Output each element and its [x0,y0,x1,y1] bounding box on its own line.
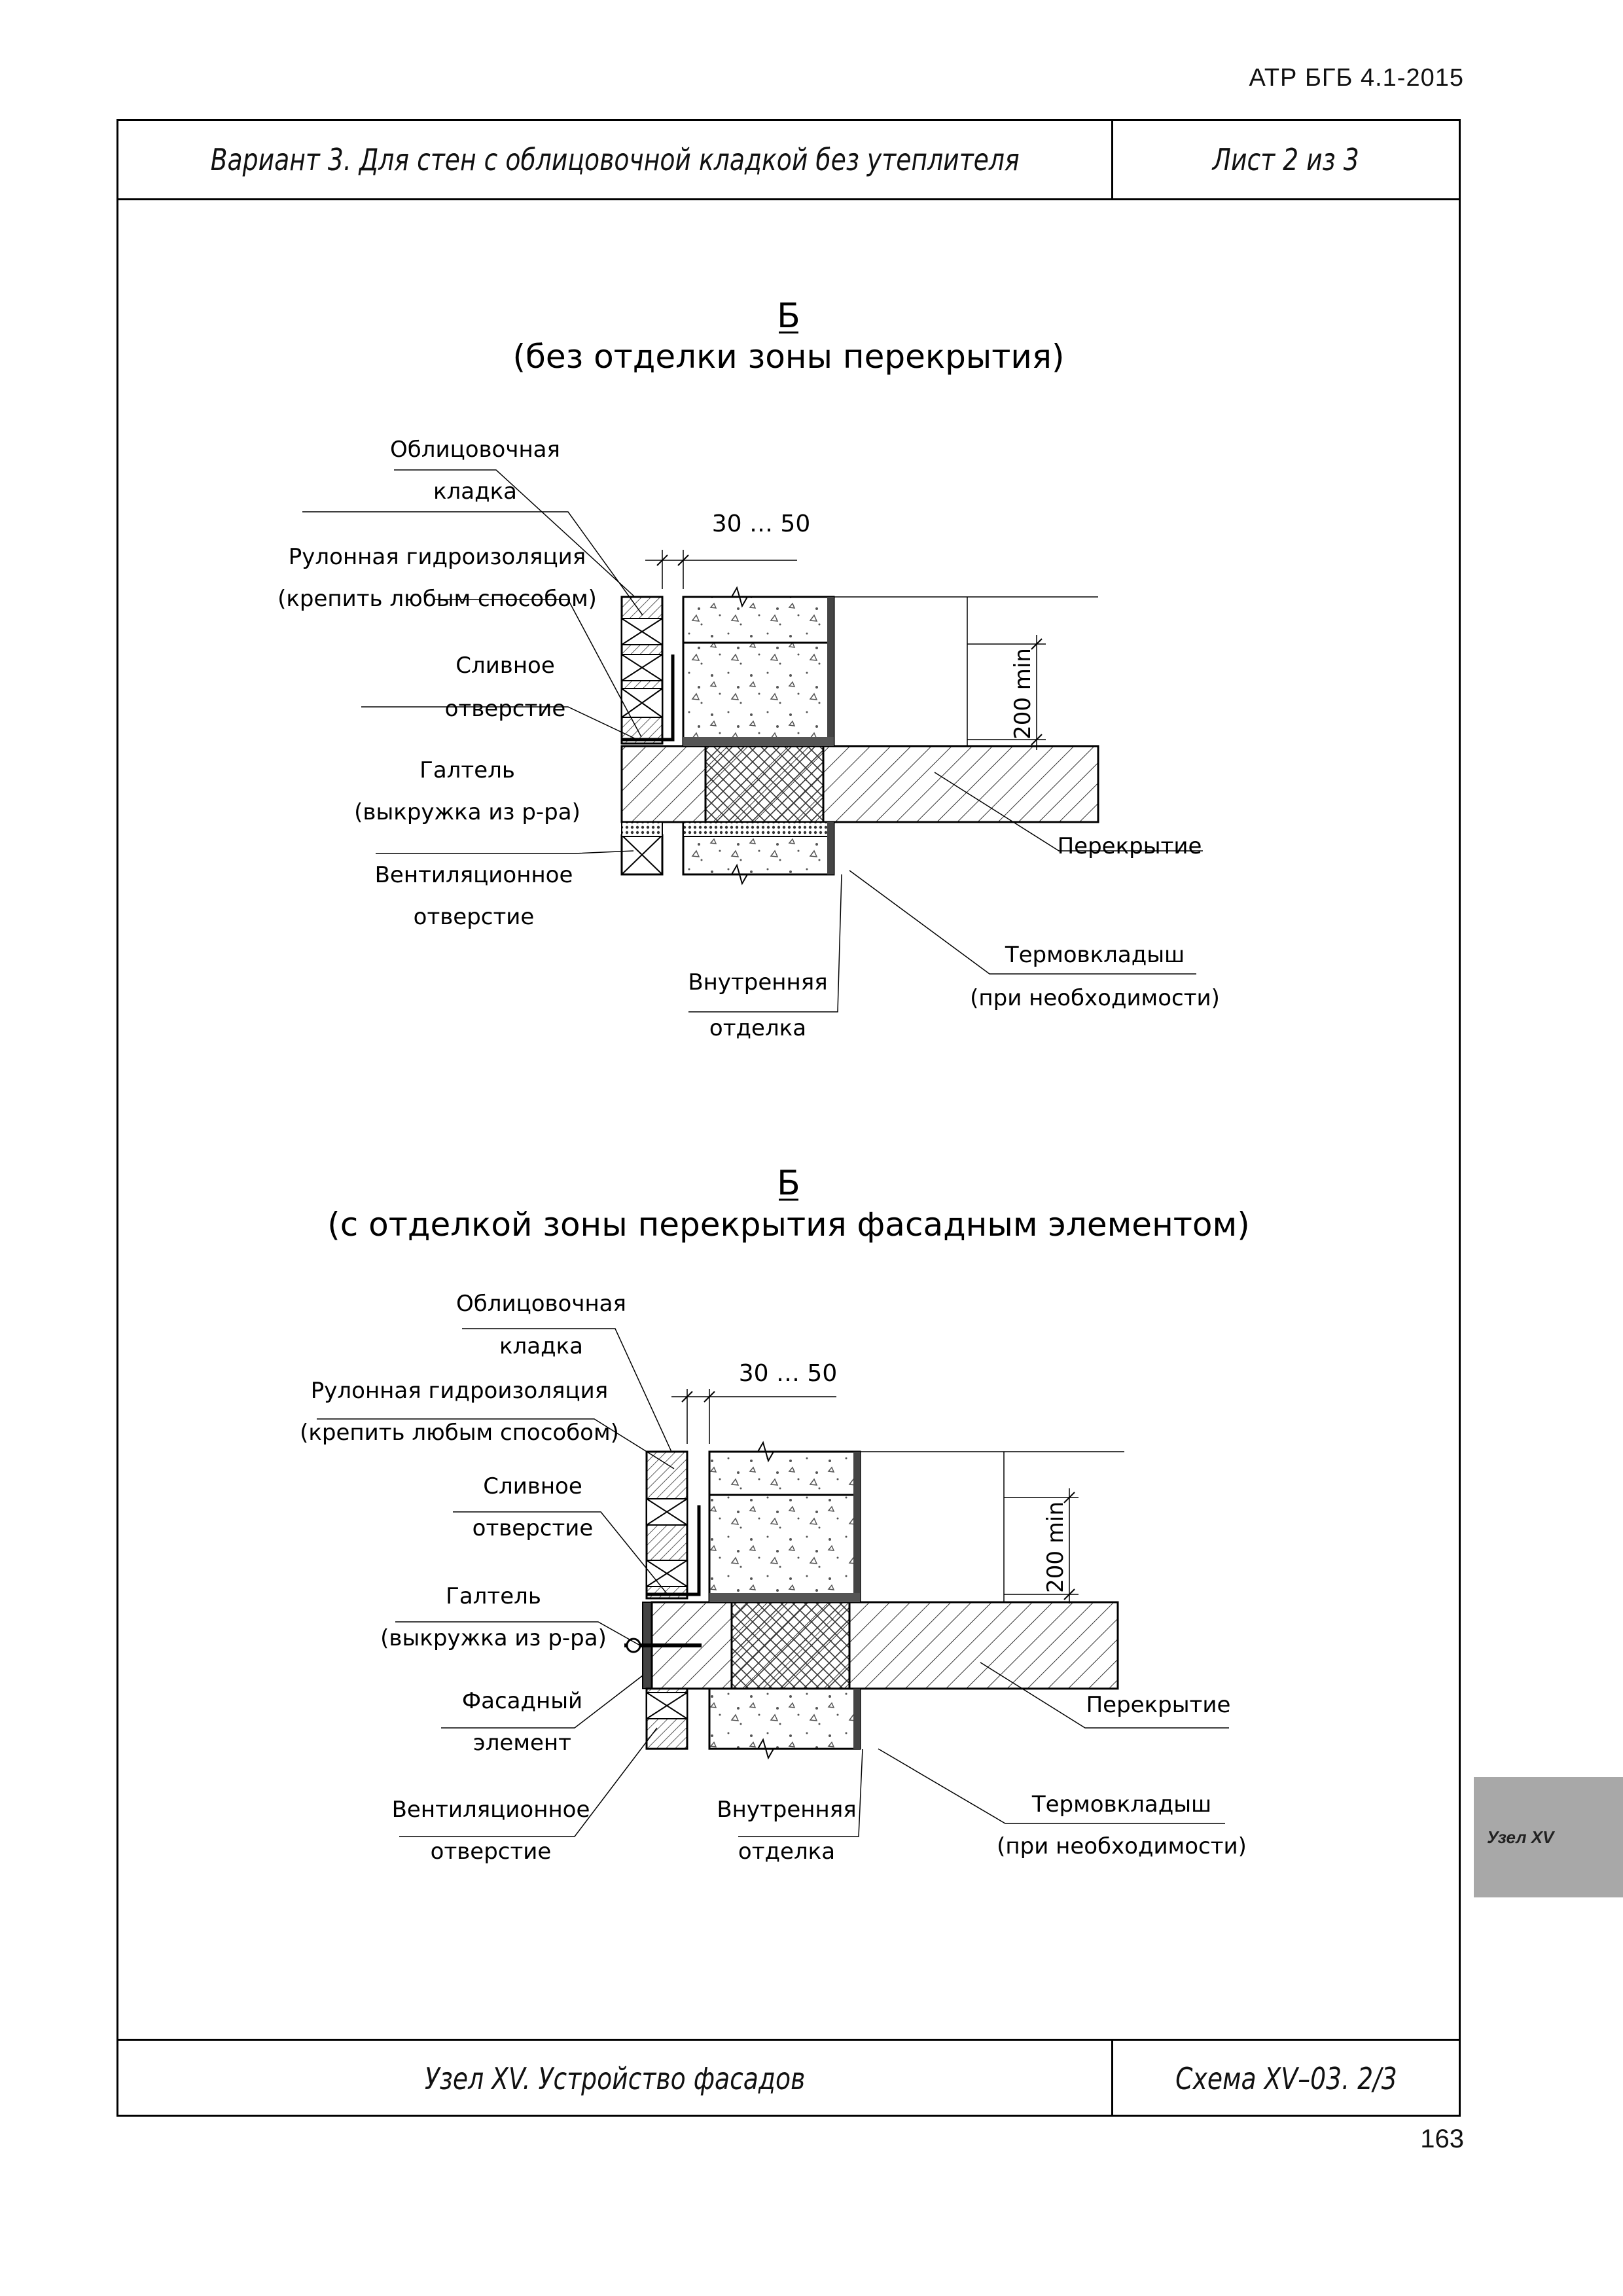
detail-1-letter: Б [777,296,800,336]
label-facing-1: Облицовочная [456,1291,626,1317]
label-membrane-1: Рулонная гидроизоляция [288,544,586,570]
label-membrane-2: (крепить любым способом) [300,1420,619,1446]
page-number: 163 [1420,2125,1464,2153]
detail-2-title [327,1164,1249,1244]
label-thermal-2: (при необходимости) [997,1833,1247,1859]
label-vent-1: Вентиляционное [391,1797,590,1823]
label-facing-2: кладка [499,1333,583,1359]
construction-details [116,196,1461,1911]
label-facing-2: кладка [433,478,517,505]
sheet-title: Вариант 3. Для стен с облицовочной кладкой без утеплителя [210,142,1020,177]
label-drain-2: отверстие [444,696,566,722]
label-facing-1: Облицовочная [390,437,560,463]
label-fillet-2: (выкружка из р-ра) [380,1625,607,1651]
document-code: АТР БГБ 4.1-2015 [1249,64,1464,92]
detail-2-gap-dimension: 30 … 50 [738,1360,838,1387]
sheet-number: Лист 2 из 3 [1212,142,1360,177]
label-membrane-2: (крепить любым способом) [277,586,597,612]
section-side-tab [1474,1777,1623,1897]
label-slab: Перекрытие [1057,833,1202,859]
label-vent-2: отверстие [413,904,535,930]
label-facade-1: Фасадный [461,1688,583,1714]
label-fillet-1: Галтель [419,757,515,783]
detail-1-height-dimension: 200 min [1010,648,1036,740]
label-fillet-1: Галтель [446,1583,541,1609]
label-facade-2: элемент [473,1730,571,1756]
detail-1-gap-dimension: 30 … 50 [711,511,811,537]
label-thermal-2: (при необходимости) [970,985,1220,1011]
label-drain-1: Сливное [455,653,555,679]
label-interior-1: Внутренняя [688,969,828,996]
label-vent-1: Вентиляционное [374,862,573,888]
label-slab: Перекрытие [1086,1692,1231,1718]
detail-1-title [513,296,1065,376]
label-interior-1: Внутренняя [717,1797,857,1823]
detail-2-drawing [317,1329,1229,1837]
label-interior-2: отделка [738,1839,836,1865]
label-membrane-1: Рулонная гидроизоляция [310,1378,609,1404]
title-block-bottom [118,2039,1459,2117]
label-vent-2: отверстие [430,1839,552,1865]
side-tab-label: Узел XV [1487,1827,1554,1847]
label-drain-1: Сливное [483,1473,582,1499]
section-title-cell [118,2041,1113,2117]
detail-2-letter: Б [777,1164,800,1203]
label-drain-2: отверстие [472,1515,594,1541]
detail-2-subtitle: (с отделкой зоны перекрытия фасадным элементом) [327,1206,1250,1244]
detail-2-height-dimension: 200 min [1043,1501,1069,1593]
scheme-code: Схема XV–03. 2/3 [1175,2061,1397,2096]
scheme-code-cell [1113,2041,1459,2117]
sheet-title-cell [118,121,1113,198]
label-thermal-1: Термовкладыш [1005,942,1185,968]
label-interior-2: отделка [709,1015,807,1041]
label-thermal-1: Термовкладыш [1031,1791,1212,1818]
label-fillet-2: (выкружка из р-ра) [354,799,580,825]
sheet-number-cell [1113,121,1459,198]
detail-1-subtitle: (без отделки зоны перекрытия) [512,338,1065,376]
section-title: Узел XV. Устройство фасадов [424,2061,806,2096]
title-block-top [118,121,1459,200]
